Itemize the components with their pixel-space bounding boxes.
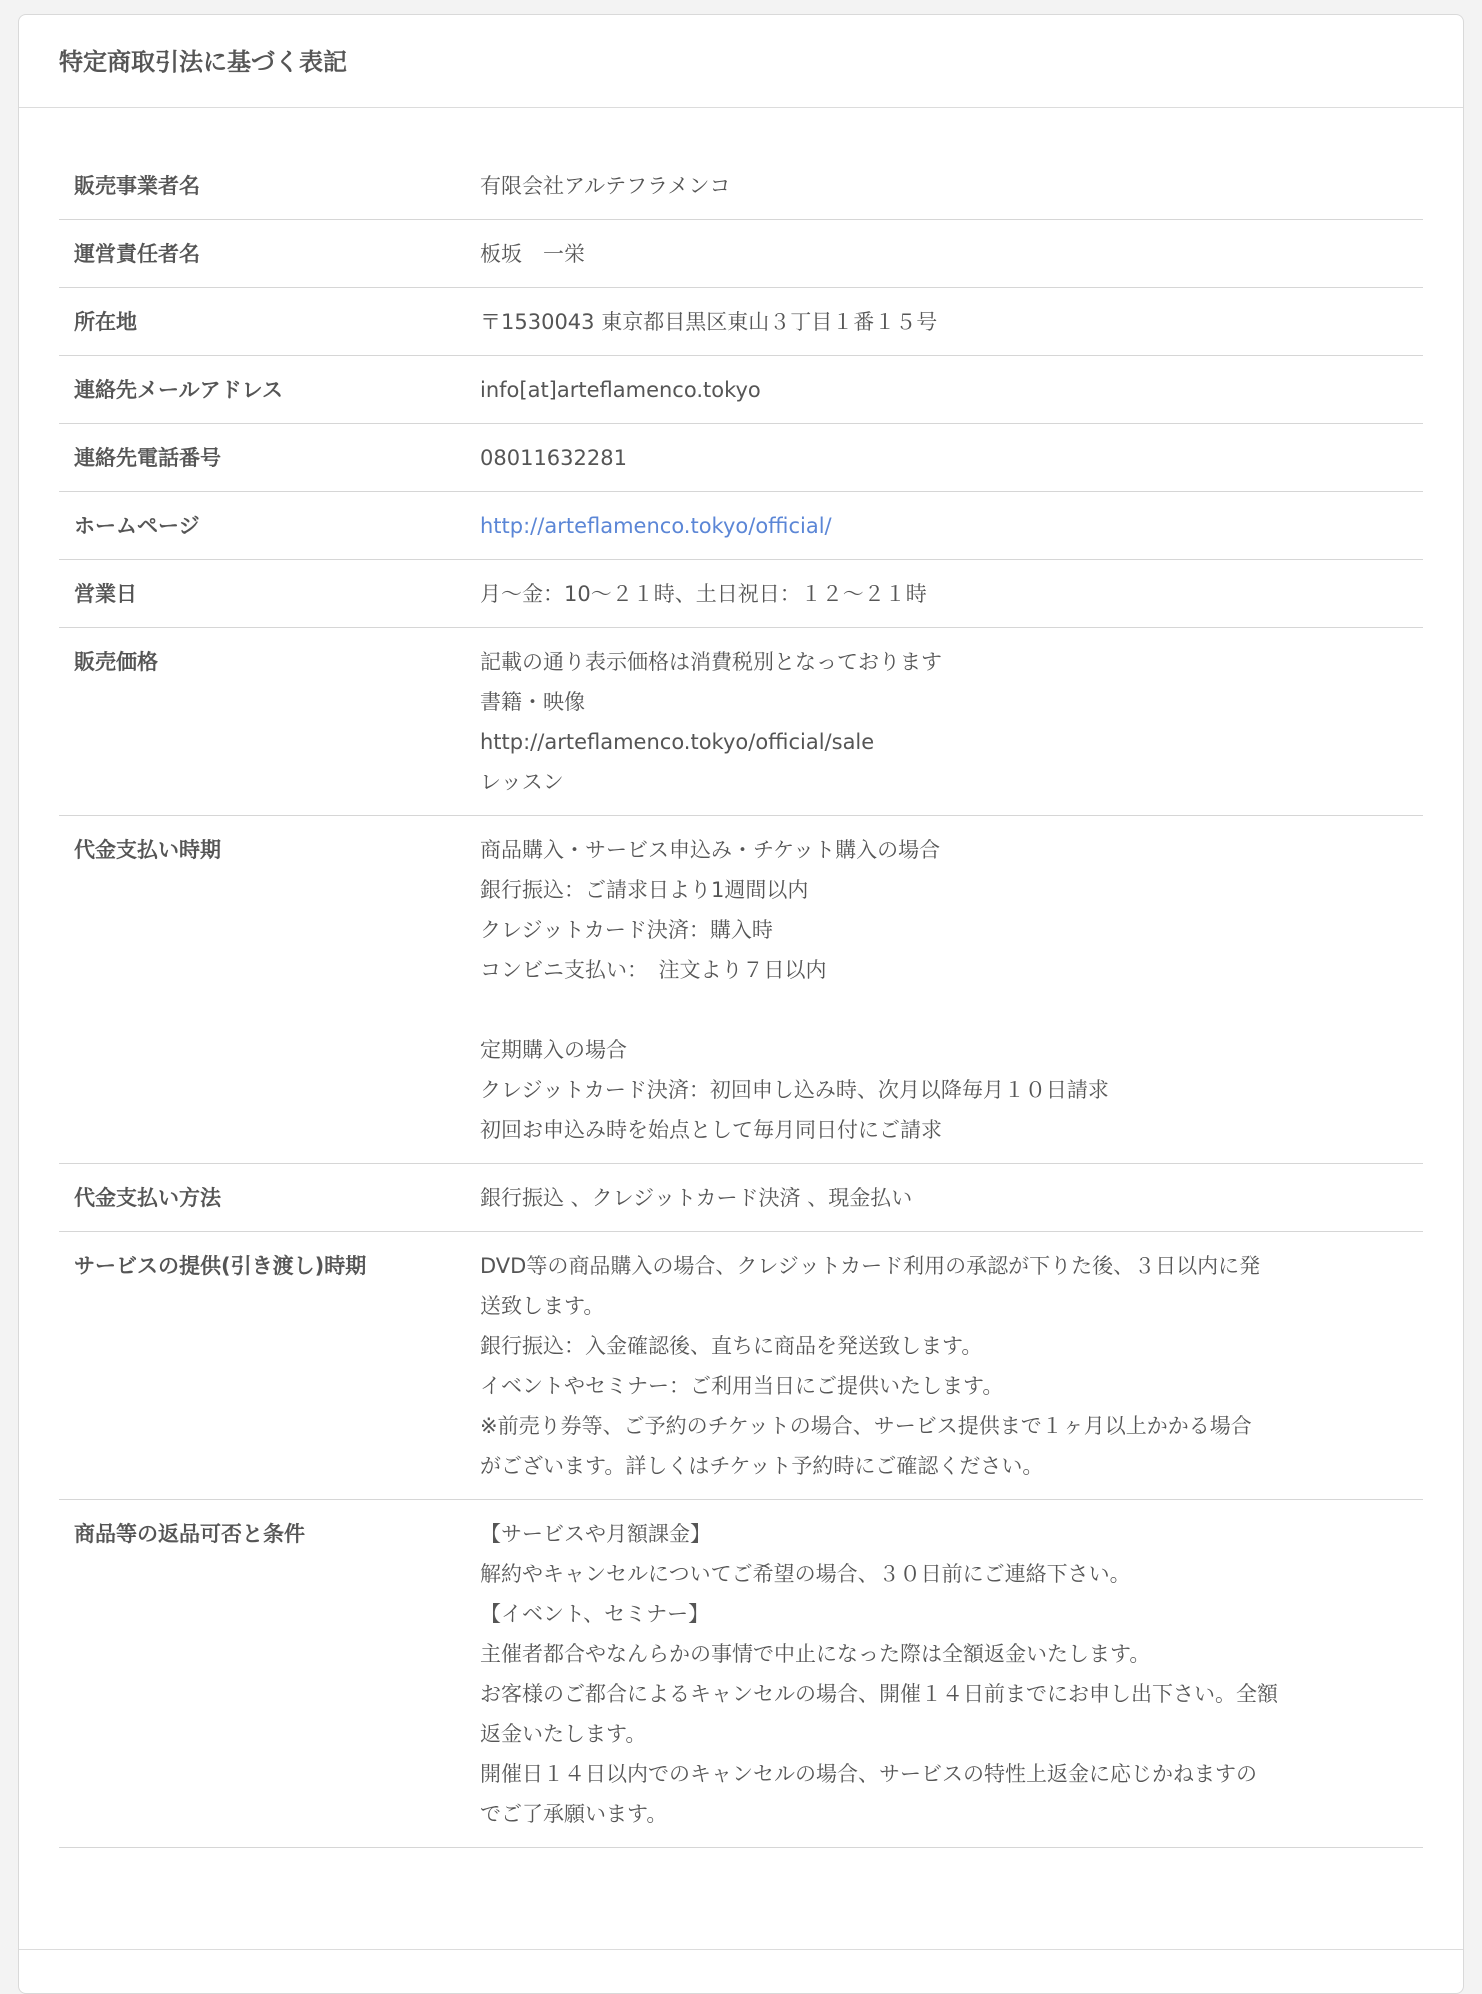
row-value — [480, 1178, 1423, 1218]
value-line: DVD等の商品購入の場合、クレジットカード利用の承認が下りた後、３日以内に発 — [480, 1254, 1261, 1278]
value-line: 銀行振込：ご請求日より1週間以内 — [480, 878, 809, 902]
row-label: 販売価格 — [74, 650, 158, 674]
value-line: 記載の通り表示価格は消費税別となっております — [480, 650, 942, 674]
table-row-payment-method — [59, 1164, 1423, 1232]
value-line: 定期購入の場合 — [480, 1038, 627, 1062]
value-line: 有限会社アルテフラメンコ — [480, 174, 731, 198]
row-value — [480, 1514, 1423, 1834]
row-value — [480, 574, 1423, 614]
row-value — [480, 642, 1423, 802]
row-label: 運営責任者名 — [74, 242, 200, 266]
value-line: クレジットカード決済：購入時 — [480, 918, 773, 942]
row-value — [480, 370, 1423, 410]
page-title: 特定商取引法に基づく表記 — [59, 48, 347, 76]
value-line: でご了承願います。 — [480, 1802, 668, 1826]
table-row-manager — [59, 220, 1423, 288]
row-label: 代金支払い時期 — [74, 838, 221, 862]
row-value — [480, 830, 1423, 1150]
table-row-seller — [59, 152, 1423, 220]
value-line: 〒1530043 東京都目黒区東山３丁目１番１５号 — [480, 310, 938, 334]
value-line: 銀行振込 、クレジットカード決済 、現金払い — [480, 1186, 913, 1210]
value-line: 開催日１４日以内でのキャンセルの場合、サービスの特性上返金に応じかねますの — [480, 1762, 1257, 1786]
value-line: 銀行振込：入金確認後、直ちに商品を発送致します。 — [480, 1334, 983, 1358]
value-line: 主催者都合やなんらかの事情で中止になった際は全額返金いたします。 — [480, 1642, 1151, 1666]
row-label: サービスの提供(引き渡し)時期 — [74, 1254, 367, 1278]
table-row-payment-timing — [59, 816, 1423, 1164]
value-line: 08011632281 — [480, 446, 627, 470]
row-label: 商品等の返品可否と条件 — [74, 1522, 305, 1546]
value-line: 板坂 一栄 — [480, 242, 585, 266]
row-label: 連絡先メールアドレス — [74, 378, 283, 402]
value-line: コンビニ支払い： 注文より７日以内 — [480, 958, 827, 982]
value-line: ※前売り券等、ご予約のチケットの場合、サービス提供まで１ヶ月以上かかる場合 — [480, 1414, 1252, 1438]
table-row-price — [59, 628, 1423, 816]
row-value — [480, 506, 1423, 546]
row-label: 代金支払い方法 — [74, 1186, 221, 1210]
value-line: 解約やキャンセルについてご希望の場合、３０日前にご連絡下さい。 — [480, 1562, 1131, 1586]
value-line: レッスン — [480, 770, 564, 794]
value-line: 送致します。 — [480, 1294, 605, 1318]
footer-divider — [19, 1949, 1463, 1950]
value-line: 【サービスや月額課金】 — [480, 1522, 711, 1546]
value-line: お客様のご都合によるキャンセルの場合、開催１４日前までにお申し出下さい。全額 — [480, 1682, 1278, 1706]
value-line: 返金いたします。 — [480, 1722, 647, 1746]
homepage-link[interactable]: http://arteflamenco.tokyo/official/ — [480, 514, 832, 538]
legal-info-table — [59, 152, 1423, 1848]
row-label: 営業日 — [74, 582, 137, 606]
value-line: クレジットカード決済：初回申し込み時、次月以降毎月１０日請求 — [480, 1078, 1109, 1102]
value-line: がございます。詳しくはチケット予約時にご確認ください。 — [480, 1454, 1044, 1478]
table-row-email — [59, 356, 1423, 424]
row-label: 販売事業者名 — [74, 174, 200, 198]
row-label: 所在地 — [74, 310, 137, 334]
row-label: ホームページ — [74, 514, 200, 538]
legal-notice-card — [18, 14, 1464, 1994]
table-row-returns — [59, 1500, 1423, 1848]
value-line: 商品購入・サービス申込み・チケット購入の場合 — [480, 838, 941, 862]
value-line: 初回お申込み時を始点として毎月同日付にご請求 — [480, 1118, 942, 1142]
table-row-business-days — [59, 560, 1423, 628]
table-row-address — [59, 288, 1423, 356]
table-row-homepage — [59, 492, 1423, 560]
table-row-phone — [59, 424, 1423, 492]
row-value — [480, 234, 1423, 274]
row-value — [480, 1246, 1423, 1486]
value-line: イベントやセミナー：ご利用当日にご提供いたします。 — [480, 1374, 1004, 1398]
row-label: 連絡先電話番号 — [74, 446, 221, 470]
row-value — [480, 302, 1423, 342]
value-line: 書籍・映像 — [480, 690, 585, 714]
row-value — [480, 166, 1423, 206]
row-value — [480, 438, 1423, 478]
value-line: 【イベント、セミナー】 — [480, 1602, 710, 1626]
value-line: http://arteflamenco.tokyo/official/sale — [480, 730, 875, 754]
card-header — [19, 15, 1463, 108]
value-line: info[at]arteflamenco.tokyo — [480, 378, 761, 402]
value-line — [480, 990, 1413, 1030]
table-row-delivery — [59, 1232, 1423, 1500]
value-line: 月〜金：10〜２１時、土日祝日：１２〜２１時 — [480, 582, 927, 606]
